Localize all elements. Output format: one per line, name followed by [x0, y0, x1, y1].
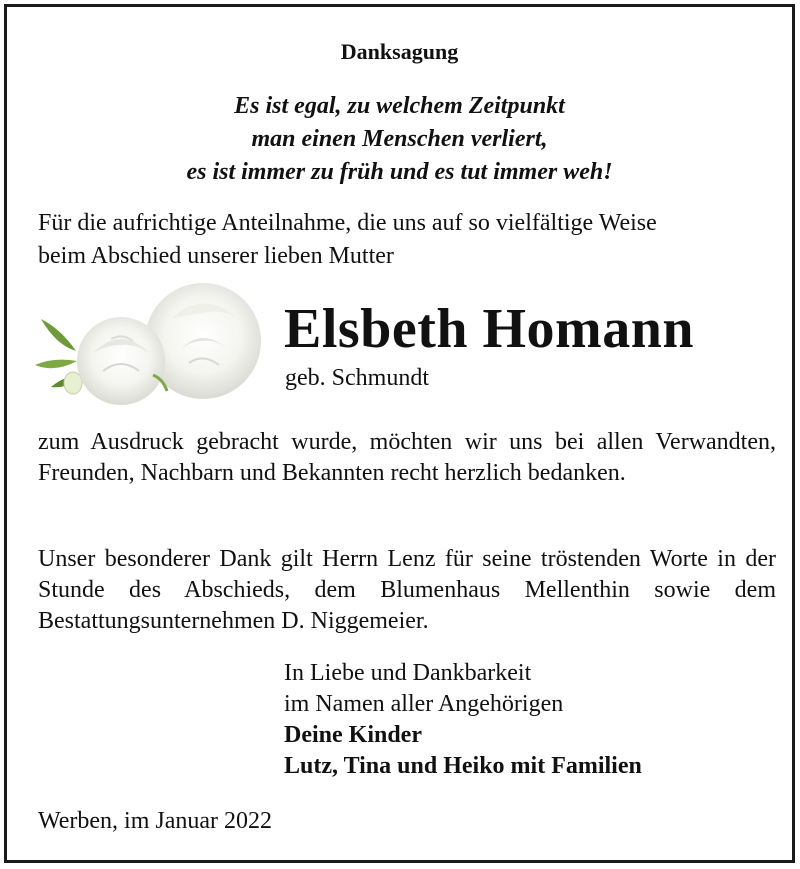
signature-line: Lutz, Tina und Heiko mit Familien: [284, 753, 642, 779]
obituary-card: [4, 4, 795, 863]
quote-line: Es ist egal, zu welchem Zeitpunkt: [234, 93, 565, 119]
intro-text: [38, 207, 778, 273]
deceased-name: Elsbeth Homann: [284, 298, 694, 360]
white-roses-image: [31, 279, 266, 409]
signature-line: Deine Kinder: [284, 722, 422, 748]
signature-line: In Liebe und Dankbarkeit: [284, 660, 532, 686]
maiden-name: geb. Schmundt: [285, 365, 429, 391]
signature-block: [284, 658, 642, 782]
quote-line: es ist immer zu früh und es tut immer weh!: [186, 159, 613, 185]
intro-line: Für die aufrichtige Anteilnahme, die uns auf so vielfältige Weise: [38, 210, 657, 236]
heading: Danksagung: [340, 39, 459, 64]
thanks-paragraph: zum Ausdruck gebracht wurde, möchten wir uns bei allen Verwandten, Freunden, Nachbarn und Bekannten recht herzlich bedanken.: [38, 429, 776, 486]
quote: [7, 90, 792, 189]
signature-line: im Namen aller Angehörigen: [284, 691, 564, 717]
place-date: Werben, im Januar 2022: [38, 808, 272, 834]
special-thanks-paragraph: Unser besonderer Dank gilt Herrn Lenz für seine tröstenden Worte in der Stunde des Abschieds, dem Blumenhaus Mellenthin sowie dem Bestattungsunternehmen D. Niggemeier.: [38, 546, 776, 634]
quote-line: man einen Menschen verliert,: [251, 126, 548, 152]
intro-line: beim Abschied unserer lieben Mutter: [38, 243, 394, 269]
